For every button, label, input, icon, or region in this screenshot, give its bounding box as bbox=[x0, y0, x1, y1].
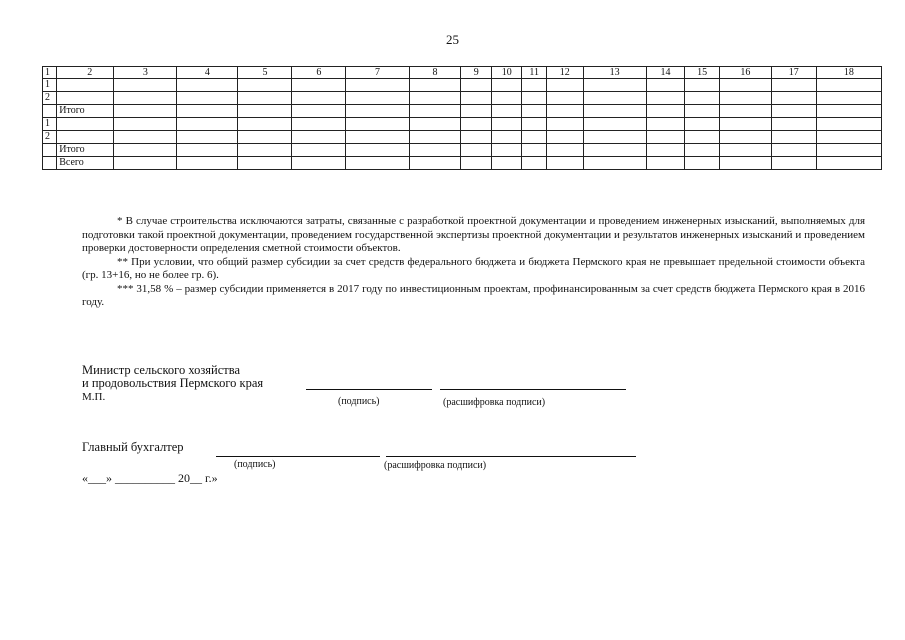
table-cell[interactable] bbox=[114, 92, 177, 105]
table-cell[interactable] bbox=[583, 118, 646, 131]
table-cell[interactable] bbox=[771, 118, 816, 131]
table-cell[interactable] bbox=[491, 131, 522, 144]
table-cell[interactable] bbox=[491, 92, 522, 105]
table-row bbox=[43, 92, 882, 105]
table-row bbox=[43, 131, 882, 144]
table-cell[interactable] bbox=[816, 79, 881, 92]
table-cell[interactable] bbox=[491, 105, 522, 118]
table-cell[interactable] bbox=[346, 92, 409, 105]
minister-signature-caption: (подпись) bbox=[338, 396, 380, 407]
table-cell[interactable] bbox=[719, 105, 771, 118]
table-cell[interactable] bbox=[57, 92, 114, 105]
table-cell[interactable] bbox=[409, 105, 461, 118]
table-row bbox=[43, 105, 882, 118]
table-cell[interactable] bbox=[43, 157, 57, 170]
date-line: «___» __________ 20__ г.» bbox=[82, 471, 218, 485]
header-cell: 2 bbox=[57, 67, 114, 79]
table-cell[interactable] bbox=[409, 131, 461, 144]
header-cell: 1 bbox=[43, 67, 57, 79]
table-cell[interactable] bbox=[546, 105, 583, 118]
table-cell[interactable] bbox=[719, 131, 771, 144]
table-cell[interactable] bbox=[346, 131, 409, 144]
table-cell[interactable] bbox=[522, 144, 546, 157]
table-cell[interactable] bbox=[346, 118, 409, 131]
table-cell[interactable] bbox=[719, 92, 771, 105]
table-cell[interactable] bbox=[546, 157, 583, 170]
table-cell[interactable] bbox=[546, 144, 583, 157]
table-cell[interactable] bbox=[43, 105, 57, 118]
minister-signature-line[interactable] bbox=[306, 389, 432, 390]
table-cell[interactable] bbox=[816, 92, 881, 105]
table-cell[interactable] bbox=[177, 79, 238, 92]
table-cell[interactable] bbox=[409, 92, 461, 105]
table-cell[interactable] bbox=[57, 79, 114, 92]
header-cell: 11 bbox=[522, 67, 546, 79]
table-cell[interactable] bbox=[114, 144, 177, 157]
table-cell[interactable] bbox=[546, 131, 583, 144]
accountant-signature-line[interactable] bbox=[216, 456, 380, 457]
table-cell[interactable] bbox=[583, 157, 646, 170]
table-cell[interactable] bbox=[646, 92, 685, 105]
table-cell[interactable] bbox=[816, 118, 881, 131]
table-header-row bbox=[43, 67, 882, 79]
table-cell[interactable]: Итого bbox=[57, 105, 114, 118]
table-cell[interactable] bbox=[114, 105, 177, 118]
accountant-decode-caption: (расшифровка подписи) bbox=[384, 460, 487, 471]
table-cell[interactable] bbox=[114, 79, 177, 92]
table-cell[interactable] bbox=[114, 131, 177, 144]
table-cell[interactable] bbox=[491, 144, 522, 157]
table-cell[interactable] bbox=[491, 79, 522, 92]
table-cell[interactable] bbox=[346, 79, 409, 92]
minister-decode-caption: (расшифровка подписи) bbox=[443, 397, 546, 408]
table-cell[interactable] bbox=[583, 131, 646, 144]
table-cell[interactable] bbox=[646, 105, 685, 118]
header-cell: 13 bbox=[583, 67, 646, 79]
table-cell[interactable] bbox=[461, 118, 492, 131]
table-cell[interactable] bbox=[816, 144, 881, 157]
table-cell[interactable] bbox=[685, 79, 720, 92]
table-cell[interactable] bbox=[238, 157, 292, 170]
table-cell[interactable] bbox=[177, 157, 238, 170]
table-cell[interactable] bbox=[719, 144, 771, 157]
table-cell[interactable] bbox=[238, 131, 292, 144]
table-cell[interactable] bbox=[238, 144, 292, 157]
table-cell[interactable] bbox=[546, 118, 583, 131]
table-row bbox=[43, 79, 882, 92]
table-cell[interactable] bbox=[646, 144, 685, 157]
table-cell[interactable] bbox=[292, 118, 346, 131]
table-cell[interactable]: Всего bbox=[57, 157, 114, 170]
table-cell[interactable] bbox=[646, 131, 685, 144]
table-cell[interactable] bbox=[719, 79, 771, 92]
data-table bbox=[42, 66, 882, 170]
table-cell[interactable] bbox=[771, 79, 816, 92]
minister-decode-line[interactable] bbox=[440, 389, 626, 390]
table-cell[interactable] bbox=[292, 105, 346, 118]
header-cell: 16 bbox=[719, 67, 771, 79]
table-cell[interactable] bbox=[461, 131, 492, 144]
table-cell[interactable] bbox=[546, 92, 583, 105]
table-cell[interactable] bbox=[461, 79, 492, 92]
table-cell[interactable] bbox=[177, 118, 238, 131]
table-cell[interactable] bbox=[771, 92, 816, 105]
table-cell[interactable] bbox=[719, 157, 771, 170]
table-cell[interactable] bbox=[816, 131, 881, 144]
footnotes bbox=[82, 215, 865, 310]
table-cell[interactable] bbox=[409, 79, 461, 92]
table-cell[interactable] bbox=[522, 105, 546, 118]
table-cell[interactable] bbox=[292, 131, 346, 144]
table-cell[interactable] bbox=[346, 157, 409, 170]
table-cell[interactable] bbox=[685, 118, 720, 131]
table-cell[interactable] bbox=[43, 144, 57, 157]
table-cell[interactable] bbox=[57, 118, 114, 131]
table-cell[interactable] bbox=[177, 105, 238, 118]
header-cell: 7 bbox=[346, 67, 409, 79]
table-cell[interactable] bbox=[685, 92, 720, 105]
table-cell[interactable]: Итого bbox=[57, 144, 114, 157]
header-cell: 18 bbox=[816, 67, 881, 79]
table-cell[interactable] bbox=[816, 105, 881, 118]
table-cell[interactable] bbox=[409, 144, 461, 157]
header-cell: 6 bbox=[292, 67, 346, 79]
table-cell[interactable] bbox=[583, 105, 646, 118]
table-cell[interactable] bbox=[522, 131, 546, 144]
minister-title-2: и продовольствия Пермского края bbox=[82, 376, 264, 390]
header-cell: 12 bbox=[546, 67, 583, 79]
footnote-3: *** 31,58 % – размер субсидии применяется в 2017 году по инвестиционным проектам, профинансированным за счет средств бюджета Пермского края в 2016 году. bbox=[82, 282, 865, 308]
table-row bbox=[43, 118, 882, 131]
table-cell[interactable] bbox=[583, 144, 646, 157]
table-cell[interactable] bbox=[646, 118, 685, 131]
table-cell[interactable] bbox=[461, 157, 492, 170]
table-cell[interactable] bbox=[522, 79, 546, 92]
table-cell[interactable] bbox=[114, 118, 177, 131]
table-cell[interactable] bbox=[771, 144, 816, 157]
table-cell[interactable] bbox=[292, 92, 346, 105]
table-cell[interactable] bbox=[346, 105, 409, 118]
table-cell[interactable] bbox=[583, 79, 646, 92]
table-cell[interactable] bbox=[114, 157, 177, 170]
page-number: 25 bbox=[446, 32, 459, 47]
table-cell[interactable] bbox=[177, 92, 238, 105]
table-cell[interactable] bbox=[409, 157, 461, 170]
table-cell[interactable] bbox=[238, 79, 292, 92]
table-cell[interactable] bbox=[57, 131, 114, 144]
table-cell[interactable] bbox=[346, 144, 409, 157]
table-cell[interactable] bbox=[546, 79, 583, 92]
table-cell[interactable]: 1 bbox=[43, 118, 57, 131]
table-cell[interactable] bbox=[461, 92, 492, 105]
header-cell: 17 bbox=[771, 67, 816, 79]
table-cell[interactable]: 1 bbox=[43, 79, 57, 92]
table-cell[interactable] bbox=[816, 157, 881, 170]
table-cell[interactable] bbox=[491, 118, 522, 131]
header-cell: 14 bbox=[646, 67, 685, 79]
table-cell[interactable] bbox=[771, 157, 816, 170]
footnote-2: ** При условии, что общий размер субсидии за счет средств федерального бюджета и бюджета Пермского края не превышает предельной стоимости объекта (гр. 13+16, но не более гр. 6). bbox=[82, 255, 865, 281]
table-cell[interactable] bbox=[685, 157, 720, 170]
table-cell[interactable] bbox=[646, 79, 685, 92]
accountant-title: Главный бухгалтер bbox=[82, 440, 184, 454]
header-cell: 5 bbox=[238, 67, 292, 79]
table-cell[interactable] bbox=[771, 105, 816, 118]
header-cell: 10 bbox=[491, 67, 522, 79]
table-cell[interactable] bbox=[522, 92, 546, 105]
table-cell[interactable] bbox=[292, 144, 346, 157]
table-cell[interactable] bbox=[646, 157, 685, 170]
header-cell: 3 bbox=[114, 67, 177, 79]
table-cell[interactable] bbox=[685, 105, 720, 118]
table-cell[interactable] bbox=[491, 157, 522, 170]
table-cell[interactable]: 2 bbox=[43, 92, 57, 105]
table-row bbox=[43, 144, 882, 157]
header-cell: 8 bbox=[409, 67, 461, 79]
table-cell[interactable] bbox=[719, 118, 771, 131]
table-cell[interactable] bbox=[461, 144, 492, 157]
table-cell[interactable] bbox=[522, 157, 546, 170]
table-cell[interactable] bbox=[771, 131, 816, 144]
header-cell: 15 bbox=[685, 67, 720, 79]
table-row bbox=[43, 157, 882, 170]
table-cell[interactable] bbox=[177, 131, 238, 144]
table-cell[interactable] bbox=[292, 157, 346, 170]
table-cell[interactable] bbox=[685, 144, 720, 157]
table-cell[interactable] bbox=[177, 144, 238, 157]
table-cell[interactable] bbox=[409, 118, 461, 131]
table-cell[interactable] bbox=[238, 105, 292, 118]
table-cell[interactable] bbox=[583, 92, 646, 105]
table-cell[interactable] bbox=[292, 79, 346, 92]
table-cell[interactable]: 2 bbox=[43, 131, 57, 144]
table-cell[interactable] bbox=[522, 118, 546, 131]
table-cell[interactable] bbox=[238, 92, 292, 105]
header-cell: 4 bbox=[177, 67, 238, 79]
table-cell[interactable] bbox=[238, 118, 292, 131]
table-cell[interactable] bbox=[685, 131, 720, 144]
minister-title-1: Министр сельского хозяйства bbox=[82, 363, 241, 377]
header-cell: 9 bbox=[461, 67, 492, 79]
stamp-label: М.П. bbox=[82, 391, 106, 403]
accountant-decode-line[interactable] bbox=[386, 456, 636, 457]
footnote-1: * В случае строительства исключаются затраты, связанные с разработкой проектной документации и проведением инженерных изысканий, выполняемых для подготовки такой проектной документации, проведением государственной экспертизы проектной документации и результатов инженерных изысканий и проведением проверки достоверности определения сметной стоимости объектов. bbox=[82, 215, 865, 254]
accountant-signature-caption: (подпись) bbox=[234, 459, 276, 470]
table-cell[interactable] bbox=[461, 105, 492, 118]
